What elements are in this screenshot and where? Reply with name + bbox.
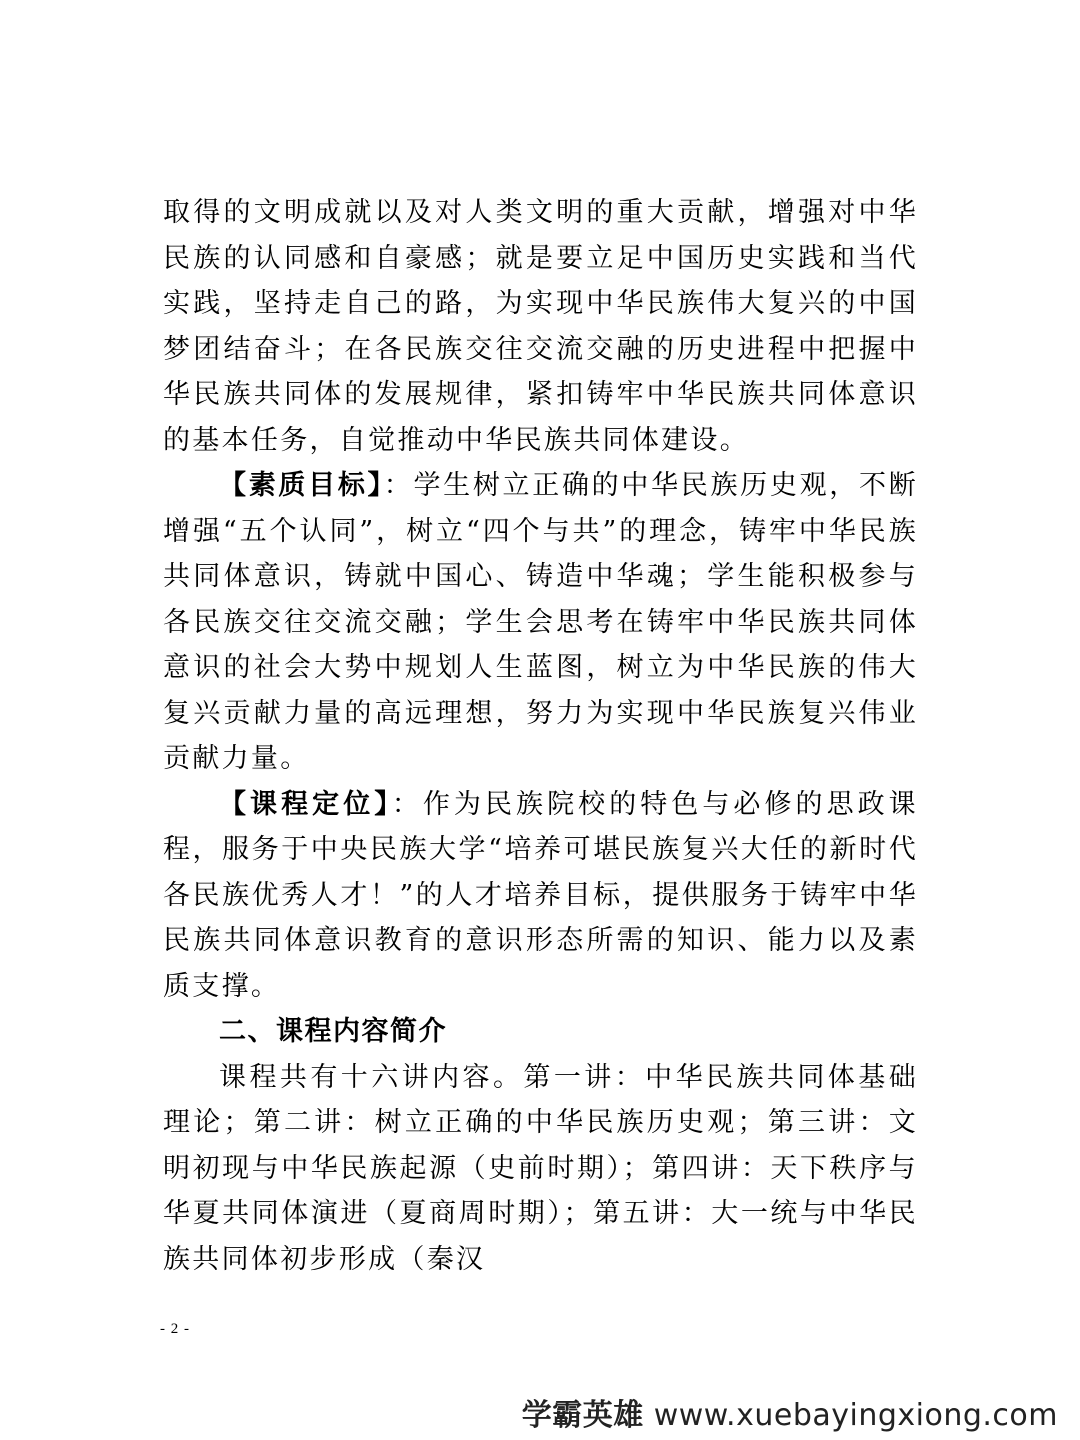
paragraph-quality-goal (163, 463, 918, 782)
quality-goal-text: ：学生树立正确的中华民族历史观，不断增强“五个认同”，树立“四个与共”的理念，铸牢中华民族共同体意识，铸就中国心、铸造中华魂；学生能积极参与各民族交往交流交融；学生会思考在铸牢中华民族共同体意识的社会大势中规划人生蓝图，树立为中华民族的伟大复兴贡献力量的高远理想，努力为实现中华民族复兴伟业贡献力量。 (163, 470, 918, 774)
section-heading: 二、课程内容简介 (219, 1016, 447, 1047)
paragraph-course-position (163, 782, 918, 1010)
paragraph-continuation: 取得的文明成就以及对人类文明的重大贡献，增强对中华民族的认同感和自豪感；就是要立足中国历史实践和当代实践，坚持走自己的路，为实现中华民族伟大复兴的中国梦团结奋斗；在各民族交往交流交融的历史进程中把握中华民族共同体的发展规律，紧扣铸牢中华民族共同体意识的基本任务，自觉推动中华民族共同体建设。 (163, 197, 918, 456)
watermark (522, 1390, 1058, 1434)
quality-goal-label: 【素质目标】 (219, 470, 384, 501)
page-number: - 2 - (160, 1321, 190, 1337)
watermark-brand: 学霸英雄 (521, 1398, 644, 1433)
course-position-label: 【课程定位】 (219, 788, 392, 820)
watermark-url: www.xuebayingxiong.com (653, 1398, 1058, 1433)
document-body (163, 190, 918, 1282)
course-position-text: ：作为民族院校的特色与必修的思政课程，服务于中央民族大学“培养可堪民族复兴大任的新时代各民族优秀人才！”的人才培养目标，提供服务于铸牢中华民族共同体意识教育的意识形态所需的知识、能力以及素质支撑。 (163, 788, 918, 1002)
paragraph-content-intro: 课程共有十六讲内容。第一讲：中华民族共同体基础理论；第二讲：树立正确的中华民族历史观；第三讲：文明初现与中华民族起源（史前时期）；第四讲：天下秩序与华夏共同体演进（夏商周时期）；第五讲：大一统与中华民族共同体初步形成（秦汉 (163, 1061, 918, 1275)
